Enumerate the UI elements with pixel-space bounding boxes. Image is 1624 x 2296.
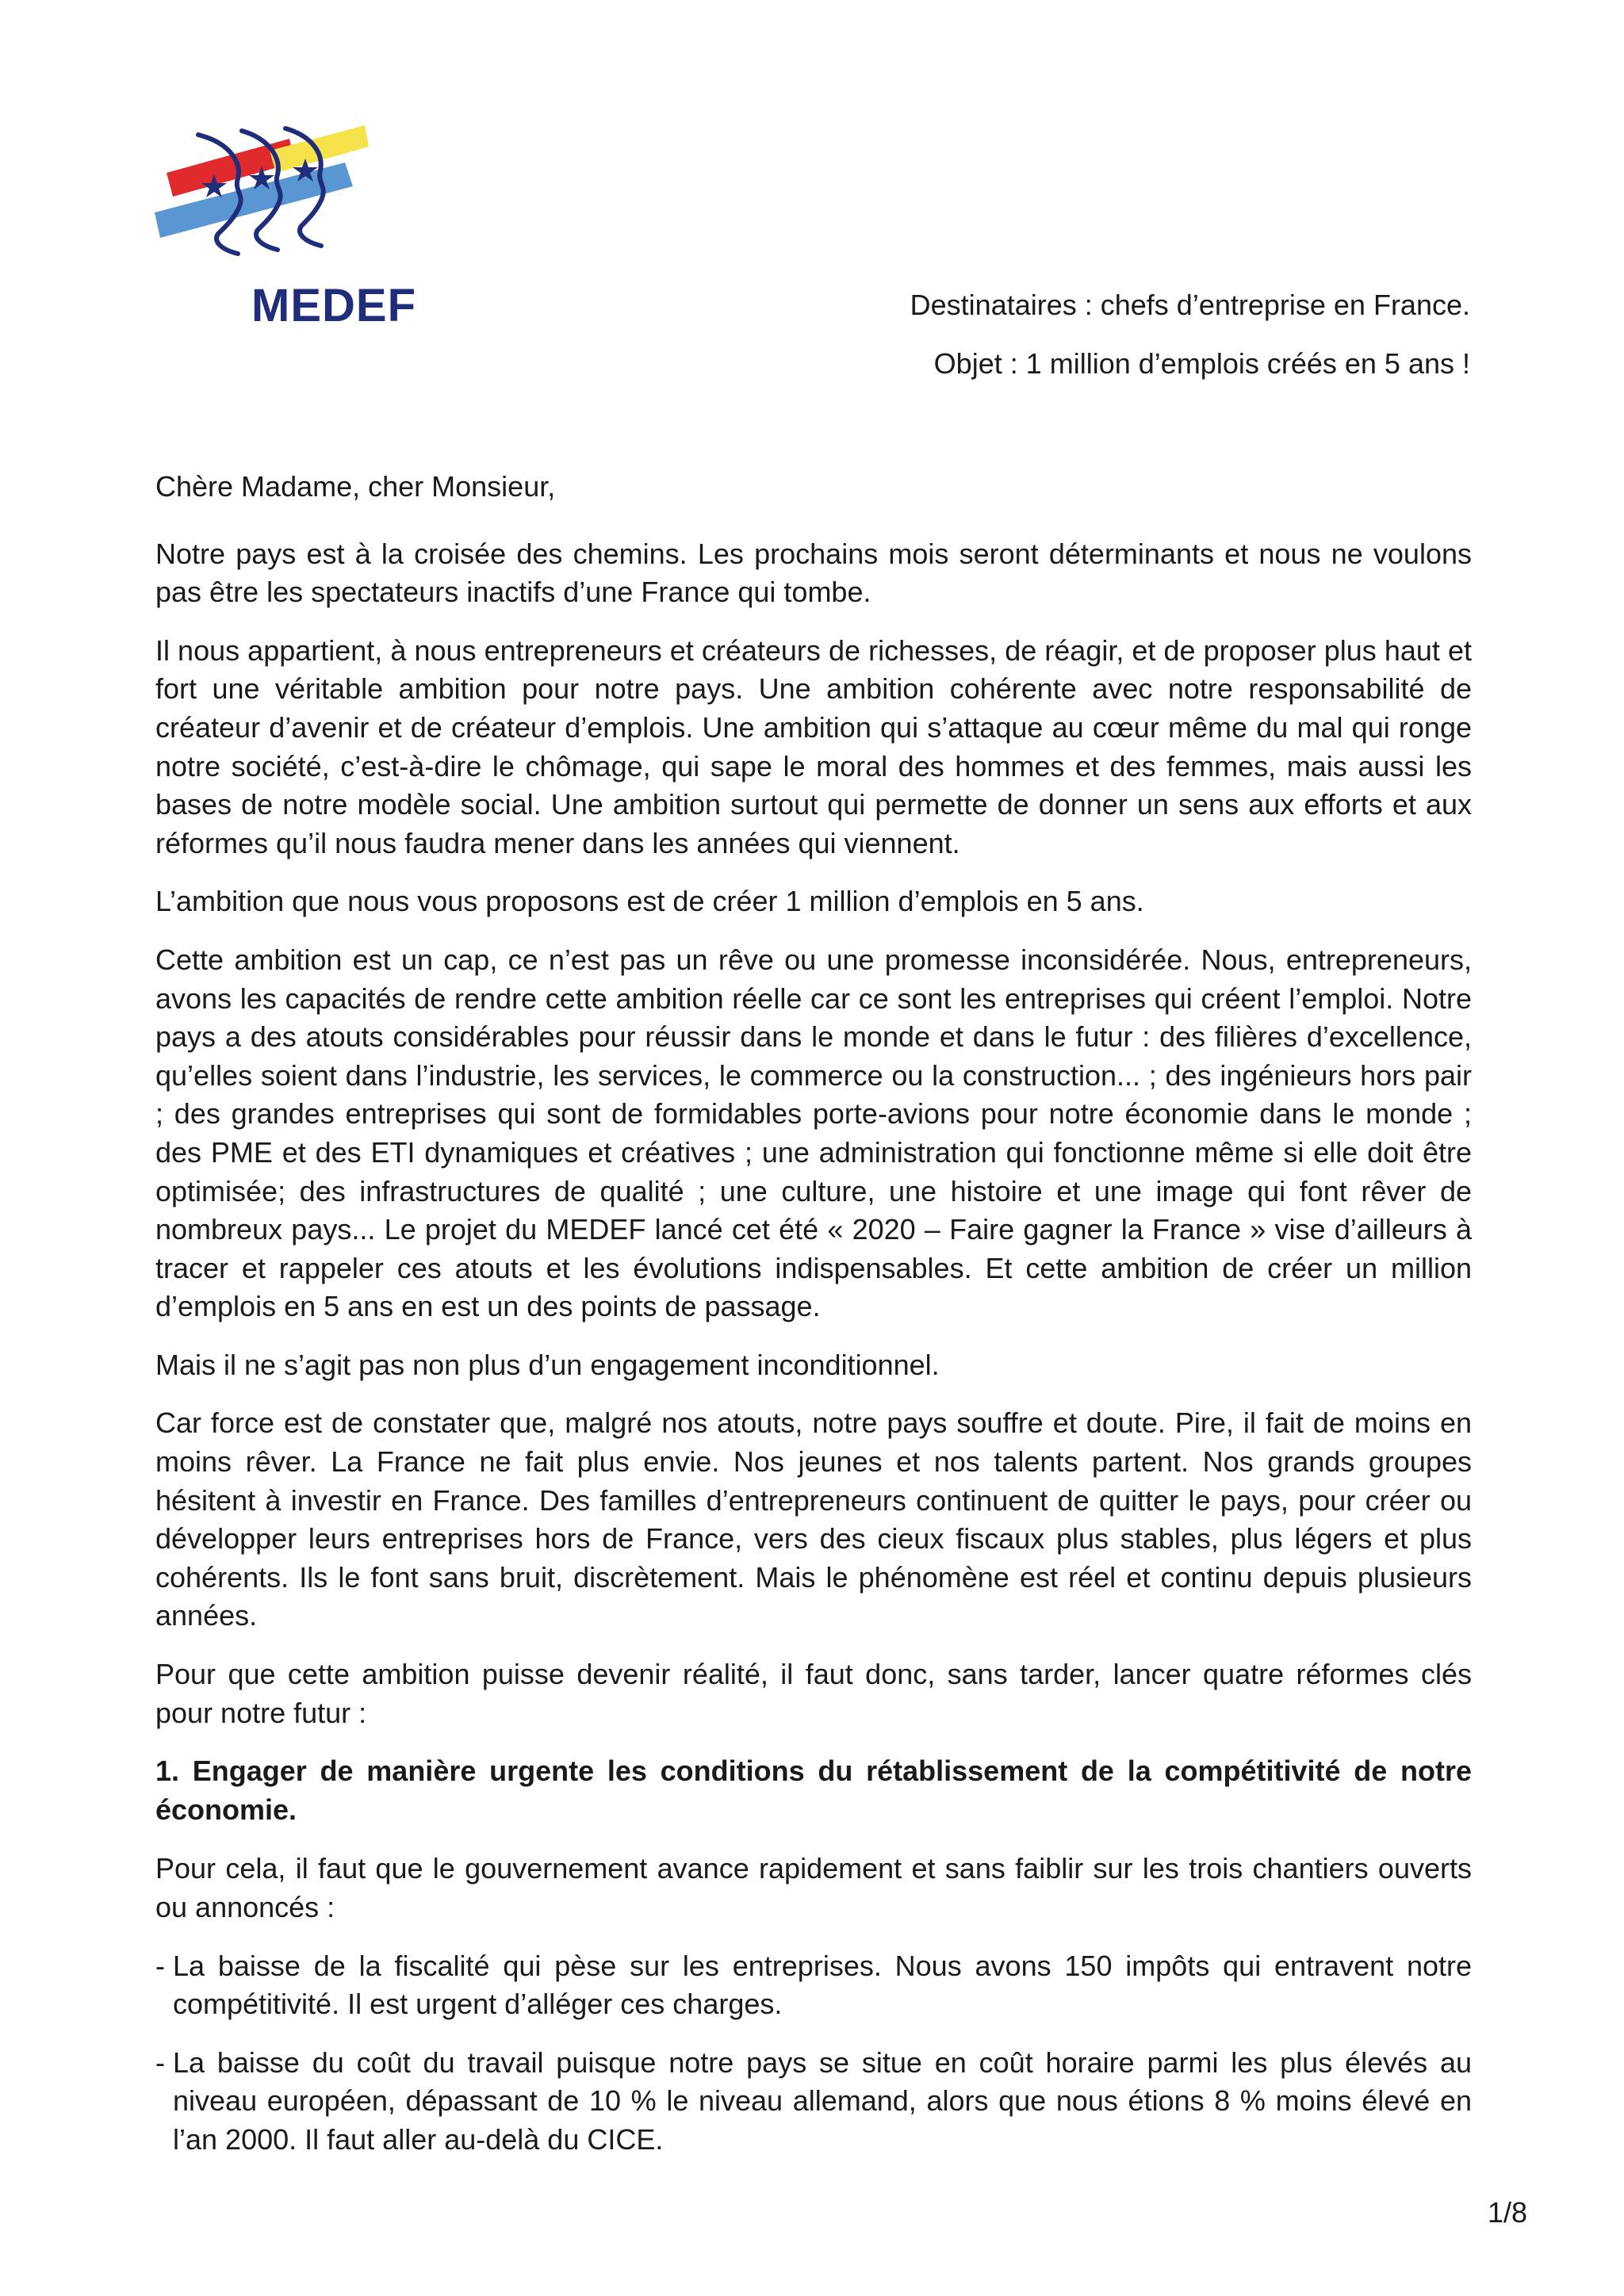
paragraph-1: Notre pays est à la croisée des chemins. Les prochains mois seront déterminants et nous ne voulons pas être les spectateurs inactifs d’une France qui tombe. [155,537,1472,609]
paragraph-2: Il nous appartient, à nous entrepreneurs et créateurs de richesses, de réagir, et de proposer plus haut et fort une véritable ambition pour notre pays. Une ambition cohérente avec notre responsabilité de créateur d’avenir et de créateur d’emplois. Une ambition qui s’attaque au cœur même du mal qui ronge notre société, c’est-à-dire le chômage, qui sape le moral des hommes et des femmes, mais aussi les bases de notre modèle social. Une ambition surtout qui permette de donner un sens aux efforts et aux réformes qu’il nous faudra mener dans les années qui viennent. [155,633,1472,859]
bullet-text: La baisse de la fiscalité qui pèse sur les entreprises. Nous avons 150 impôts qui entravent notre compétitivité. Il est urgent d’alléger ces charges. [173,1949,1472,2021]
letter-body [155,468,1472,2179]
paragraph-5: Mais il ne s’agit pas non plus d’un engagement inconditionnel. [155,1348,940,1381]
salutation: Chère Madame, cher Monsieur, [155,470,556,503]
paragraph-8: Pour cela, il faut que le gouvernement avance rapidement et sans faiblir sur les trois chantiers ouverts ou annoncés : [155,1852,1472,1923]
subject-line: Objet : 1 million d’emplois créés en 5 ans ! [933,347,1470,380]
page-number: 1/8 [1487,2196,1527,2229]
paragraph-6: Car force est de constater que, malgré nos atouts, notre pays souffre et doute. Pire, il fait de moins en moins rêver. La France ne fait plus envie. Nos jeunes et nos talents partent. Nos grands groupes hésitent à investir en France. Des familles d’entrepreneurs continuent de quitter le pays, pour créer ou développer leurs entreprises hors de France, vers des cieux fiscaux plus stables, plus légers et plus cohérents. Ils le font sans bruit, discrètement. Mais le phénomène est réel et continu depuis plusieurs années. [155,1406,1472,1632]
paragraph-7: Pour que cette ambition puisse devenir réalité, il faut donc, sans tarder, lancer quatre réformes clés pour notre futur : [155,1658,1472,1729]
bullet-marker: - [155,2045,165,2079]
paragraph-4: Cette ambition est un cap, ce n’est pas un rêve ou une promesse inconsidérée. Nous, entrepreneurs, avons les capacités de rendre cette ambition réelle car ce sont les entreprises qui créent l’emploi. Notre pays a des atouts considérables pour réussir dans le monde et dans le futur : des filières d’excellence, qu’elles soient dans l’industrie, les services, le commerce ou la construction... ; des ingénieurs hors pair ; des grandes entreprises qui sont de formidables porte-avions pour notre économie dans le monde ; des PME et des ETI dynamiques et créatives ; une administration qui fonctionne même si elle doit être optimisée; des infrastructures de qualité ; une culture, une histoire et une image qui font rêver de nombreux pays... Le projet du MEDEF lancé cet été « 2020 – Faire gagner la France » vise d’ailleurs à tracer et rappeler ces atouts et les évolutions indispensables. Et cette ambition de créer un million d’emplois en 5 ans en est un des points de passage. [155,943,1472,1323]
section-heading-1: 1. Engager de manière urgente les conditions du rétablissement de la compétitivité de notre économie. [155,1755,1472,1826]
logo-wordmark: MEDEF [251,280,416,331]
list-item [155,2044,1472,2160]
list-item [155,1947,1472,2024]
bullet-text: La baisse du coût du travail puisque notre pays se situe en coût horaire parmi les plus élevés au niveau européen, dépassant de 10 % le niveau allemand, alors que nous étions 8 % moins élevé en l’an 2000. Il faut aller au-delà du CICE. [173,2045,1472,2156]
recipients-line: Destinataires : chefs d’entreprise en France. [910,289,1470,321]
letter-header [910,285,1470,403]
paragraph-3: L’ambition que nous vous proposons est de créer 1 million d’emplois en 5 ans. [155,885,1144,918]
bullet-marker: - [155,1949,165,1982]
